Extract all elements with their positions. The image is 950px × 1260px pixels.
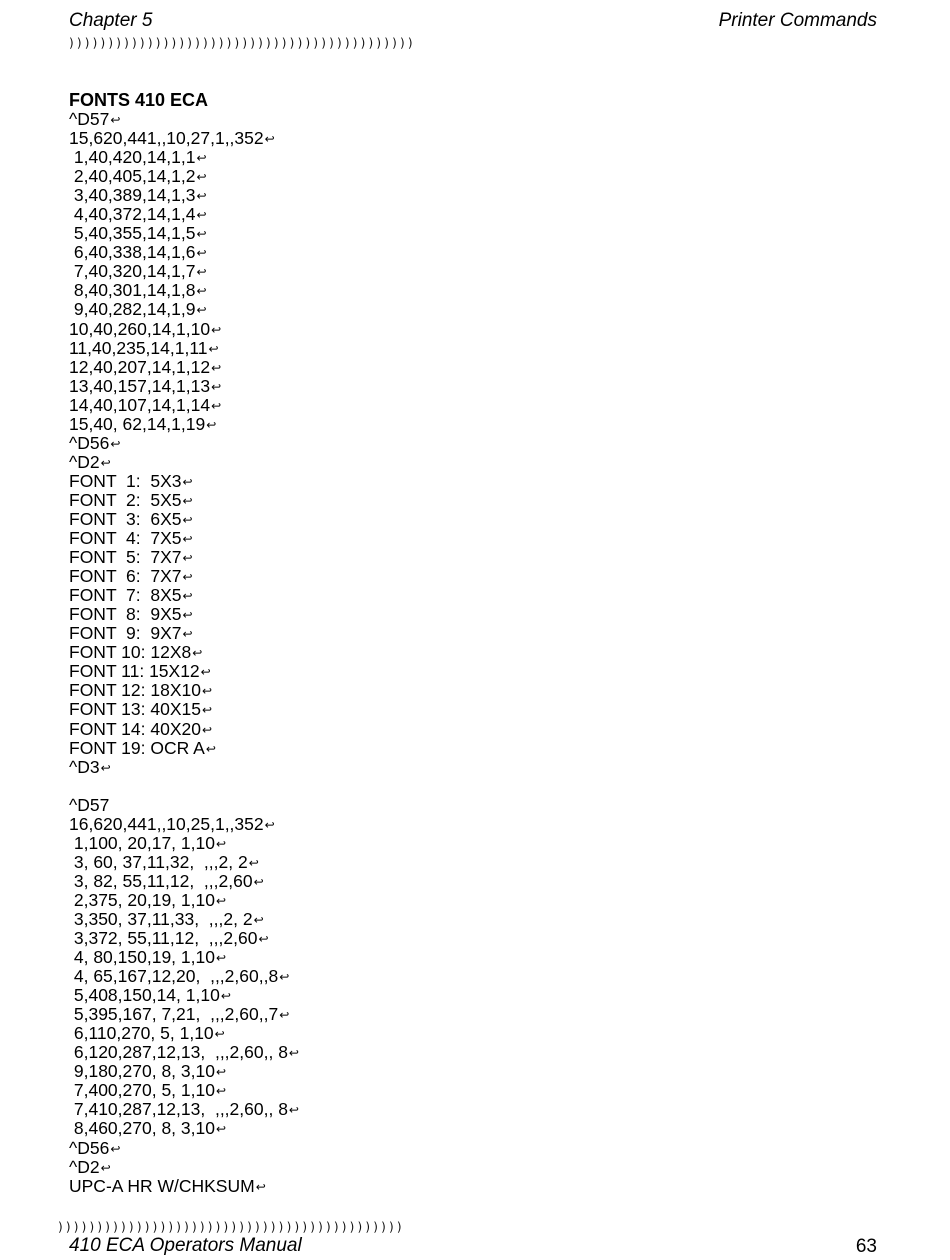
command-line bbox=[69, 891, 889, 910]
command-line bbox=[69, 1005, 889, 1024]
command-line bbox=[69, 662, 889, 681]
return-icon: ↩ bbox=[288, 1103, 299, 1118]
command-block-2 bbox=[69, 815, 889, 1196]
command-text: 6,110,270, 5, 1,10 bbox=[69, 1023, 214, 1044]
return-icon: ↩ bbox=[110, 436, 121, 451]
command-line bbox=[69, 110, 889, 129]
command-line bbox=[69, 300, 889, 319]
command-text: 6,120,287,12,13, ,,,2,60,, 8 bbox=[69, 1042, 288, 1063]
section-label: Printer Commands bbox=[718, 10, 877, 31]
command-line bbox=[69, 643, 889, 662]
return-icon: ↩ bbox=[196, 170, 207, 185]
command-text: 13,40,157,14,1,13 bbox=[69, 375, 211, 396]
command-line bbox=[69, 396, 889, 415]
command-text: FONT 9: 9X7 bbox=[69, 623, 182, 644]
return-icon: ↩ bbox=[182, 608, 193, 623]
command-line bbox=[69, 358, 889, 377]
command-line bbox=[69, 415, 889, 434]
document-body bbox=[69, 90, 889, 1196]
command-text: 11,40,235,14,1,11 bbox=[69, 337, 208, 358]
command-text: 7,400,270, 5, 1,10 bbox=[69, 1080, 215, 1101]
return-icon: ↩ bbox=[248, 855, 259, 870]
command-line bbox=[69, 453, 889, 472]
command-line bbox=[69, 186, 889, 205]
return-icon: ↩ bbox=[196, 151, 207, 166]
command-line bbox=[69, 739, 889, 758]
return-icon: ↩ bbox=[201, 684, 213, 699]
command-text: 2,375, 20,19, 1,10 bbox=[69, 889, 215, 910]
command-line bbox=[69, 1100, 889, 1119]
command-line bbox=[69, 605, 889, 624]
return-icon: ↩ bbox=[110, 1141, 121, 1156]
return-icon: ↩ bbox=[182, 512, 193, 527]
command-line bbox=[69, 1081, 889, 1100]
command-line bbox=[69, 339, 889, 358]
command-text: 3,372, 55,11,12, ,,,2,60 bbox=[69, 928, 258, 949]
command-line bbox=[69, 1062, 889, 1081]
return-icon: ↩ bbox=[215, 836, 227, 851]
command-text: FONT 5: 7X7 bbox=[69, 547, 182, 568]
command-text: ^D3 bbox=[69, 756, 100, 777]
return-icon: ↩ bbox=[182, 589, 193, 604]
command-text: FONT 8: 9X5 bbox=[69, 604, 182, 625]
command-line bbox=[69, 1119, 889, 1138]
command-text: ^D56 bbox=[69, 432, 110, 453]
command-text: 15,40, 62,14,1,19 bbox=[69, 413, 206, 434]
command-text: FONT 4: 7X5 bbox=[69, 528, 182, 549]
command-line bbox=[69, 510, 889, 529]
command-text: FONT 6: 7X7 bbox=[69, 566, 182, 587]
command-line bbox=[69, 491, 889, 510]
return-icon: ↩ bbox=[201, 722, 213, 737]
section-title: FONTS 410 ECA bbox=[69, 90, 209, 110]
return-icon: ↩ bbox=[279, 970, 290, 985]
command-line bbox=[69, 681, 889, 700]
command-line bbox=[69, 1158, 889, 1177]
return-icon: ↩ bbox=[196, 246, 207, 261]
command-line bbox=[69, 720, 889, 739]
command-line bbox=[69, 129, 889, 148]
command-line bbox=[69, 148, 889, 167]
command-text: 4,40,372,14,1,4 bbox=[69, 204, 196, 225]
command-line bbox=[69, 205, 889, 224]
command-line bbox=[69, 472, 889, 491]
command-text: ^D2 bbox=[69, 1156, 100, 1177]
header-rule: )))))))))))))))))))))))))))))))))))))))))))) bbox=[69, 36, 416, 50]
command-text: 7,40,320,14,1,7 bbox=[69, 261, 196, 282]
command-line bbox=[69, 167, 889, 186]
command-text: FONT 14: 40X20 bbox=[69, 718, 201, 739]
command-line bbox=[69, 586, 889, 605]
command-text: FONT 19: OCR A bbox=[69, 737, 205, 758]
command-text: 8,40,301,14,1,8 bbox=[69, 280, 196, 301]
command-text: 4, 65,167,12,20, ,,,2,60,,8 bbox=[69, 966, 279, 987]
return-icon: ↩ bbox=[214, 1027, 225, 1042]
return-icon: ↩ bbox=[182, 627, 193, 642]
command-line bbox=[69, 1177, 889, 1196]
command-line bbox=[69, 624, 889, 643]
command-line bbox=[69, 281, 889, 300]
command-text: FONT 1: 5X3 bbox=[69, 470, 182, 491]
command-text: 16,620,441,,10,25,1,,352 bbox=[69, 813, 264, 834]
command-text: FONT 10: 12X8 bbox=[69, 642, 192, 663]
return-icon: ↩ bbox=[211, 322, 222, 337]
command-text: 1,40,420,14,1,1 bbox=[69, 147, 196, 168]
return-icon: ↩ bbox=[253, 874, 264, 889]
command-line bbox=[69, 910, 889, 929]
command-line bbox=[69, 567, 889, 586]
return-icon: ↩ bbox=[205, 741, 216, 756]
command-text: 3,40,389,14,1,3 bbox=[69, 185, 196, 206]
return-icon: ↩ bbox=[200, 665, 211, 680]
return-icon: ↩ bbox=[196, 189, 207, 204]
return-icon: ↩ bbox=[220, 989, 231, 1004]
return-icon: ↩ bbox=[253, 912, 264, 927]
command-line bbox=[69, 967, 889, 986]
command-text: ^D57 bbox=[69, 109, 110, 129]
command-text: 3, 60, 37,11,32, ,,,2, 2 bbox=[69, 851, 248, 872]
command-line bbox=[69, 434, 889, 453]
command-text: 9,180,270, 8, 3,10 bbox=[69, 1061, 215, 1082]
command-text: 12,40,207,14,1,12 bbox=[69, 356, 211, 377]
return-icon: ↩ bbox=[196, 208, 207, 223]
return-icon: ↩ bbox=[100, 455, 111, 470]
command-text: 5,395,167, 7,21, ,,,2,60,,7 bbox=[69, 1004, 279, 1025]
return-icon: ↩ bbox=[182, 474, 193, 489]
command-line bbox=[69, 224, 889, 243]
return-icon: ↩ bbox=[211, 398, 222, 413]
return-icon: ↩ bbox=[182, 532, 193, 547]
chapter-label: Chapter 5 bbox=[69, 10, 153, 31]
command-line bbox=[69, 548, 889, 567]
return-icon: ↩ bbox=[215, 1122, 227, 1137]
return-icon: ↩ bbox=[182, 493, 193, 508]
return-icon: ↩ bbox=[215, 893, 227, 908]
return-icon: ↩ bbox=[100, 760, 111, 775]
return-icon: ↩ bbox=[255, 1179, 266, 1194]
command-text: 9,40,282,14,1,9 bbox=[69, 299, 196, 320]
command-line bbox=[69, 1139, 889, 1158]
return-icon: ↩ bbox=[182, 551, 193, 566]
command-line bbox=[69, 262, 889, 281]
command-line bbox=[69, 700, 889, 719]
command-text: 2,40,405,14,1,2 bbox=[69, 166, 196, 187]
command-line bbox=[69, 1043, 889, 1062]
return-icon: ↩ bbox=[264, 132, 275, 147]
command-line bbox=[69, 758, 889, 777]
command-text: 6,40,338,14,1,6 bbox=[69, 242, 196, 263]
command-text: 3,350, 37,11,33, ,,,2, 2 bbox=[69, 908, 253, 929]
return-icon: ↩ bbox=[110, 113, 121, 127]
return-icon: ↩ bbox=[100, 1160, 111, 1175]
command-block-1 bbox=[69, 110, 889, 777]
command-text: 4, 80,150,19, 1,10 bbox=[69, 947, 215, 968]
blank-line bbox=[69, 777, 889, 796]
command-text: 5,408,150,14, 1,10 bbox=[69, 985, 220, 1006]
return-icon: ↩ bbox=[196, 284, 207, 299]
command-text: FONT 7: 8X5 bbox=[69, 585, 182, 606]
return-icon: ↩ bbox=[211, 360, 222, 375]
return-icon: ↩ bbox=[196, 265, 207, 280]
command-text: 14,40,107,14,1,14 bbox=[69, 394, 211, 415]
command-line bbox=[69, 377, 889, 396]
command-line bbox=[69, 872, 889, 891]
return-icon: ↩ bbox=[258, 932, 269, 947]
command-line bbox=[69, 529, 889, 548]
return-icon: ↩ bbox=[211, 379, 222, 394]
return-icon: ↩ bbox=[215, 1084, 227, 1099]
return-icon: ↩ bbox=[264, 817, 275, 832]
footer-rule: )))))))))))))))))))))))))))))))))))))))))))) bbox=[58, 1220, 405, 1234]
command-text: 15,620,441,,10,27,1,,352 bbox=[69, 128, 264, 149]
command-text: ^D56 bbox=[69, 1137, 110, 1158]
command-text: 10,40,260,14,1,10 bbox=[69, 318, 211, 339]
command-text: 7,410,287,12,13, ,,,2,60,, 8 bbox=[69, 1099, 288, 1120]
command-line bbox=[69, 929, 889, 948]
return-icon: ↩ bbox=[196, 303, 207, 318]
command-line bbox=[69, 320, 889, 339]
command-text: 5,40,355,14,1,5 bbox=[69, 223, 196, 244]
command-text: FONT 12: 18X10 bbox=[69, 680, 201, 701]
manual-title: 410 ECA Operators Manual bbox=[69, 1235, 302, 1256]
return-icon: ↩ bbox=[208, 341, 219, 356]
command-text: 3, 82, 55,11,12, ,,,2,60 bbox=[69, 870, 253, 891]
command-line bbox=[69, 815, 889, 834]
return-icon: ↩ bbox=[206, 417, 217, 432]
return-icon: ↩ bbox=[215, 951, 227, 966]
return-icon: ↩ bbox=[182, 570, 193, 585]
return-icon: ↩ bbox=[192, 646, 203, 661]
command-text: UPC-A HR W/CHKSUM bbox=[69, 1175, 255, 1196]
command-text: FONT 3: 6X5 bbox=[69, 508, 182, 529]
command-text: FONT 2: 5X5 bbox=[69, 489, 182, 510]
return-icon: ↩ bbox=[201, 703, 213, 718]
command-text: 8,460,270, 8, 3,10 bbox=[69, 1118, 215, 1139]
command-line bbox=[69, 853, 889, 872]
return-icon: ↩ bbox=[279, 1008, 290, 1023]
return-icon: ↩ bbox=[288, 1046, 299, 1061]
command-line bbox=[69, 948, 889, 967]
command-line bbox=[69, 1024, 889, 1043]
command-text: 1,100, 20,17, 1,10 bbox=[69, 832, 215, 853]
command-text: ^D2 bbox=[69, 451, 100, 472]
command-line bbox=[69, 986, 889, 1005]
return-icon: ↩ bbox=[215, 1065, 227, 1080]
command-text: FONT 11: 15X12 bbox=[69, 661, 200, 682]
command-line bbox=[69, 243, 889, 262]
page-number: 63 bbox=[855, 1236, 877, 1257]
return-icon: ↩ bbox=[196, 227, 207, 242]
command-text: FONT 13: 40X15 bbox=[69, 699, 201, 720]
command-line: ^D57 bbox=[69, 794, 110, 815]
command-line bbox=[69, 834, 889, 853]
